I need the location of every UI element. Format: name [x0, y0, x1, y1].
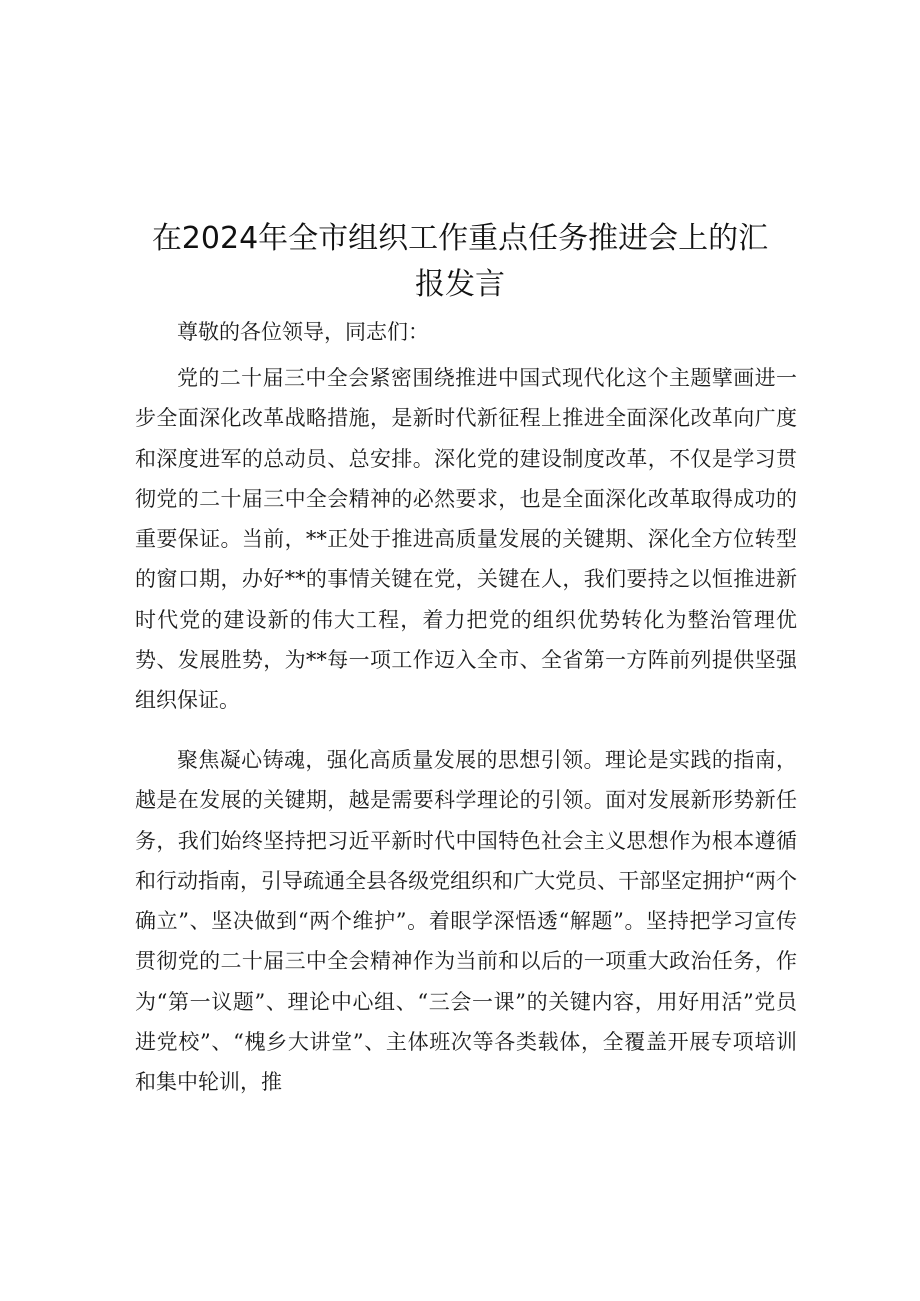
paragraph-2: 聚焦凝心铸魂，强化高质量发展的思想引领。理论是实践的指南，越是在发展的关键期，越是需要科学理论的引领。面对发展新形势新任务，我们始终坚持把习近平新时代中国特色社会主义思想作为根本遵循和行动指南，引导疏通全县各级党组织和广大党员、干部坚定拥护“两个确立”、坚决做到“两个维护”。着眼学深悟透“解题”。坚持把学习宣传贯彻党的二十届三中全会精神作为当前和以后的一项重大政治任务，作为“第一议题”、理论中心组、“三会一课”的关键内容，用好用活”党员进党校”、“槐乡大讲堂”、主体班次等各类载体，全覆盖开展专项培训和集中轮训，推: [135, 748, 797, 1095]
document-title: 在2024年全市组织工作重点任务推进会上的汇报发言: [151, 221, 769, 302]
paragraph-1: 党的二十届三中全会紧密围绕推进中国式现代化这个主题擘画进一步全面深化改革战略措施，是新时代新征程上推进全面深化改革向广度和深度进军的总动员、总安排。深化党的建设制度改革，不仅是学习贯彻党的二十届三中全会精神的必然要求，也是全面深化改革取得成功的重要保证。当前，**正处于推进高质量发展的关键期、深化全方位转型的窗口期，办好**的事情关键在党，关键在人，我们要持之以恒推进新时代党的建设新的伟大工程，着力把党的组织优势转化为整治管理优势、发展胜势，为**每一项工作迈入全市、全省第一方阵前列提供坚强组织保证。: [135, 366, 797, 713]
salutation: 尊敬的各位领导，同志们：: [177, 320, 429, 344]
